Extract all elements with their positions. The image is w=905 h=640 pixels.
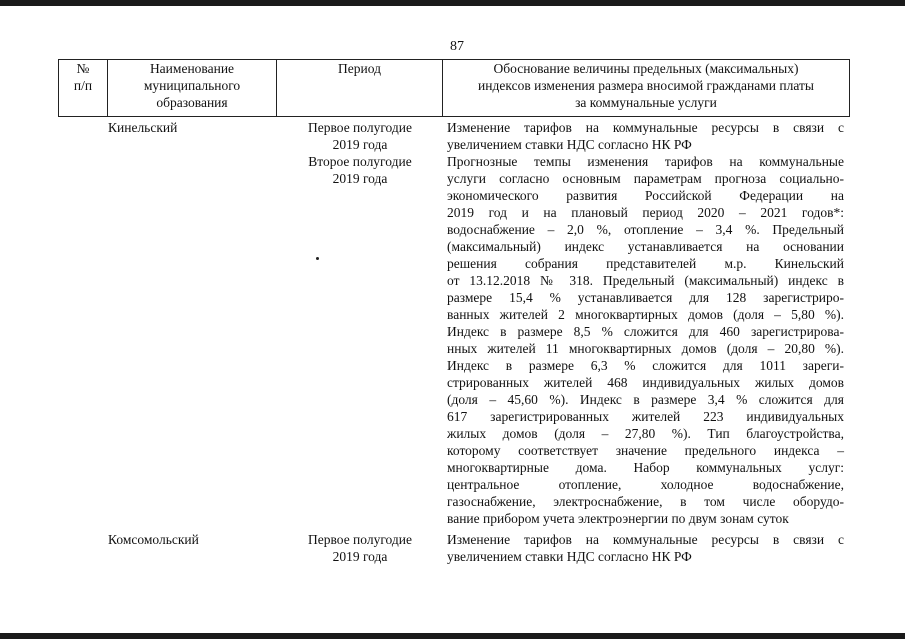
- text-line: стрированных жителей 468 индивидуальных жилых домов: [447, 375, 844, 390]
- row-1-period-2: [290, 153, 430, 187]
- row-2-justification: [447, 531, 844, 565]
- text-line: (максимальный) индекс устанавливается на основании: [447, 239, 844, 254]
- text-line: Прогнозные темпы изменения тарифов на коммунальные: [447, 154, 844, 169]
- header-justification-line: индексов изменения размера вносимой гражданами платы: [478, 78, 814, 93]
- header-justification-cell: [443, 60, 849, 111]
- text-line: жилых домов (доля – 27,80 %). Тип благоустройства,: [447, 426, 844, 441]
- text-line: газоснабжение, электроснабжение, в том числе оборудо-: [447, 494, 844, 509]
- period-line: 2019 года: [332, 137, 388, 152]
- text-line: 617 зарегистрированных жителей 223 индивидуальных: [447, 409, 844, 424]
- page-number: 87: [450, 39, 464, 54]
- period-line: 2019 года: [332, 549, 388, 564]
- period-line: Второе полугодие: [308, 154, 412, 169]
- text-line: нных жителей 11 многоквартирных домов (доля – 20,80 %).: [447, 341, 844, 356]
- text-line: 2019 год и на плановый период 2020 – 2021 годов*:: [447, 205, 844, 220]
- header-number-line: п/п: [73, 78, 93, 93]
- bottom-border-rule: [0, 633, 905, 639]
- table-border-right: [849, 59, 850, 117]
- header-number-line: №: [76, 61, 90, 76]
- text-line: размере 15,4 % устанавливается для 128 зарегистриро-: [447, 290, 844, 305]
- text-line: Изменение тарифов на коммунальные ресурсы в связи с: [447, 120, 844, 135]
- header-number-cell: [59, 60, 107, 94]
- period-line: Первое полугодие: [308, 532, 412, 547]
- header-municipality-line: Наименование: [149, 61, 235, 76]
- text-line: увеличением ставки НДС согласно НК РФ: [447, 137, 692, 152]
- row-1-municipality: Кинельский: [108, 120, 178, 135]
- text-line: экономического развития Российской Федерации на: [447, 188, 844, 203]
- text-line: вание прибором учета электроэнергии по двум зонам суток: [447, 511, 789, 526]
- text-line: Изменение тарифов на коммунальные ресурсы в связи с: [447, 532, 844, 547]
- header-municipality-cell: [108, 60, 276, 111]
- header-municipality-line: образования: [156, 95, 228, 110]
- top-border-rule: [0, 0, 905, 6]
- stray-dot-mark: [316, 257, 319, 260]
- header-justification-line: Обоснование величины предельных (максимальных): [493, 61, 799, 76]
- header-justification-line: за коммунальные услуги: [575, 95, 717, 110]
- text-line: которому соответствует значение предельного индекса –: [447, 443, 844, 458]
- row-2-period-1: [290, 531, 430, 565]
- text-line: услуги согласно основным параметрам прогноза социально-: [447, 171, 844, 186]
- row-2-municipality: Комсомольский: [108, 532, 199, 547]
- text-line: водоснабжение – 2,0 %, отопление – 3,4 %. Предельный: [447, 222, 844, 237]
- period-line: 2019 года: [332, 171, 388, 186]
- text-line: Индекс в размере 8,5 % сложится для 460 зарегистрирова-: [447, 324, 844, 339]
- row-1-period-1: [290, 119, 430, 153]
- text-line: решения собрания представителей м.р. Кинельский: [447, 256, 844, 271]
- header-period-line: Период: [338, 61, 381, 76]
- text-line: от 13.12.2018 № 318. Предельный (максимальный) индекс в: [447, 273, 844, 288]
- header-period-cell: [277, 60, 442, 77]
- text-line: многоквартирные дома. Набор коммунальных услуг:: [447, 460, 844, 475]
- header-municipality-line: муниципального: [143, 78, 241, 93]
- text-line: увеличением ставки НДС согласно НК РФ: [447, 549, 692, 564]
- text-line: (доля – 45,60 %). Индекс в размере 3,4 % сложится для: [447, 392, 844, 407]
- period-line: Первое полугодие: [308, 120, 412, 135]
- row-1-justification: [447, 119, 844, 527]
- text-line: Индекс в размере 6,3 % сложится для 1011 зареги-: [447, 358, 844, 373]
- header-bottom-line: [58, 116, 850, 117]
- text-line: центральное отопление, холодное водоснабжение,: [447, 477, 844, 492]
- text-line: ванных жителей 2 многоквартирных домов (доля – 5,80 %).: [447, 307, 844, 322]
